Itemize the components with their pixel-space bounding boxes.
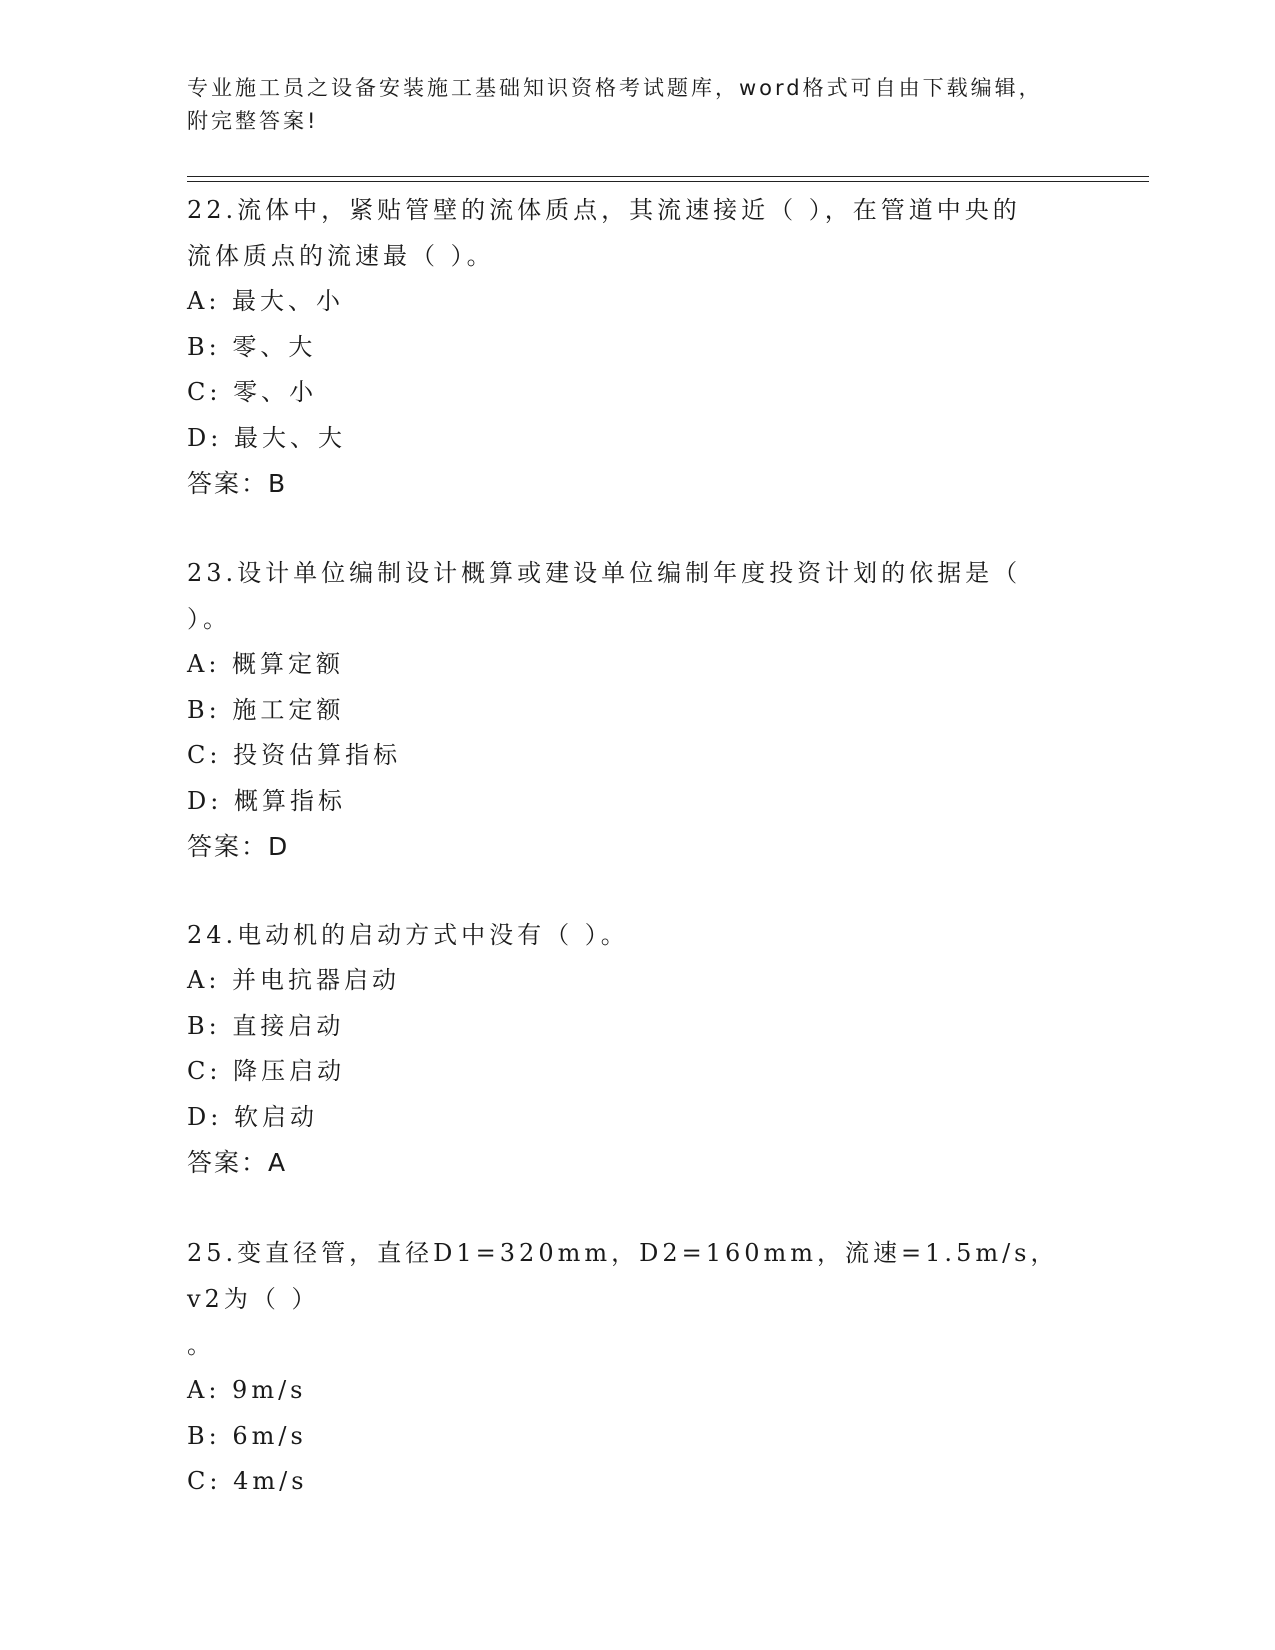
option-d: D: 最大、大	[187, 423, 346, 452]
option-c: C: 降压启动	[187, 1057, 346, 1085]
option-b: B: 直接启动	[187, 1011, 345, 1040]
document-header	[187, 72, 1067, 138]
option-a: A: 最大、小	[187, 287, 345, 315]
option-a: A: 概算定额	[187, 650, 345, 678]
question-text-line: 流体质点的流速最（ ）。	[187, 242, 495, 270]
question-24	[187, 912, 1067, 1185]
option-a: A: 9m/s	[187, 1376, 307, 1404]
question-text-line: 。	[187, 1331, 215, 1359]
option-a: A: 并电抗器启动	[187, 966, 401, 994]
question-text-line: 22.流体中，紧贴管壁的流体质点，其流速接近（ ），在管道中央的	[187, 196, 1021, 224]
option-b: B: 施工定额	[187, 695, 345, 724]
answer-line: 答案：A	[187, 1148, 288, 1177]
header-line-1: 专业施工员之设备安装施工基础知识资格考试题库，word格式可自由下载编辑，	[187, 76, 1043, 100]
question-text-line: 23.设计单位编制设计概算或建设单位编制年度投资计划的依据是（	[187, 559, 1022, 587]
option-d: D: 软启动	[187, 1102, 318, 1131]
question-22	[187, 187, 1067, 506]
header-line-2: 附完整答案!	[187, 109, 319, 133]
question-text-line: 25.变直径管，直径D1=320mm，D2=160mm，流速=1.5m/s，v2为（ ）	[187, 1239, 1059, 1313]
answer-line: 答案：D	[187, 832, 290, 861]
question-text-line: 24.电动机的启动方式中没有（ ）。	[187, 921, 629, 949]
option-b: B: 零、大	[187, 332, 317, 361]
question-text-line: ）。	[187, 605, 231, 633]
question-25	[187, 1230, 1067, 1505]
answer-line: 答案：B	[187, 469, 288, 498]
header-divider-top	[187, 176, 1149, 177]
header-divider-bottom	[187, 181, 1149, 182]
option-b: B: 6m/s	[187, 1421, 307, 1450]
option-c: C: 4m/s	[187, 1467, 308, 1495]
option-c: C: 零、小	[187, 378, 318, 406]
question-23	[187, 550, 1067, 869]
option-c: C: 投资估算指标	[187, 741, 402, 769]
option-d: D: 概算指标	[187, 786, 346, 815]
